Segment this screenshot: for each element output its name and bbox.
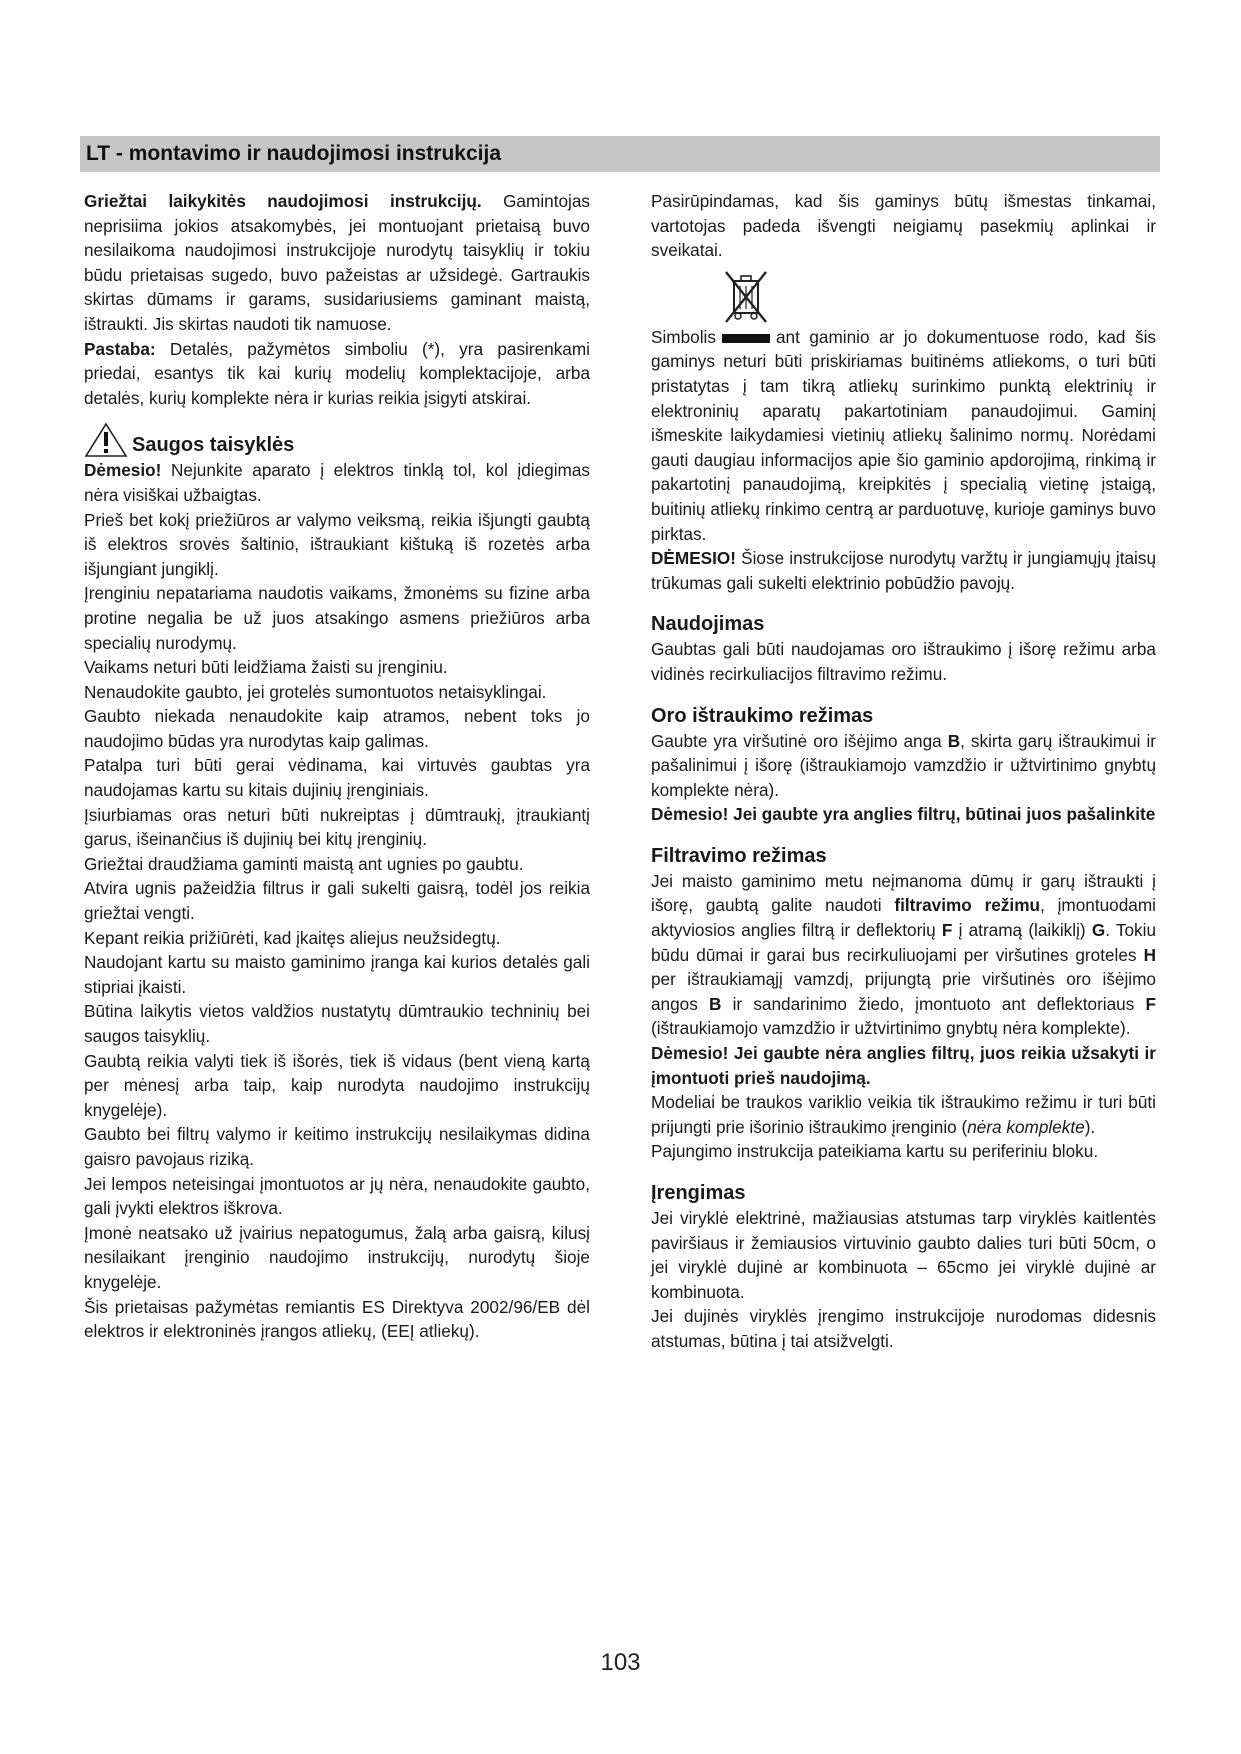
filtering-text: Jei maisto gaminimo metu neįmanoma dūmų ir garų ištraukti į išorę, gaubtą galite naudoti xyxy=(651,870,1156,916)
filtering-text: į atramą (laikiklį) xyxy=(952,920,1092,941)
weee-symbol xyxy=(723,269,1156,325)
installation-paragraph-2: Jei dujinės viryklės įrengimo instrukcijoje nurodomas didesnis atstumas, būtina į tai atsižvelgti. xyxy=(651,1306,1156,1351)
safety-item: Įmonė neatsako už įvairius nepatogumus, žalą arba gaisrą, kilusį nesilaikant įrenginio naudojimo instrukcijų, nurodytų šioje knygelėje. xyxy=(84,1222,590,1292)
filtering-paragraph-1 xyxy=(651,869,1156,1041)
label-f: F xyxy=(1145,993,1156,1014)
warning-text: Šiose instrukcijose nurodytų varžtų ir jungiamųjų įtaisų trūkumas gali sukelti elektrinio pobūdžio pavojų. xyxy=(651,548,1156,593)
safety-item: Gaubto niekada nenaudokite kaip atramos, nebent toks jo naudojimo būdas yra nurodytas kaip galimas. xyxy=(84,706,590,751)
safety-first-label: Dėmesio! xyxy=(84,460,162,481)
warning-paragraph xyxy=(651,546,1156,595)
safety-item: Kepant reikia prižiūrėti, kad įkaitęs aliejus neužsidegtų. xyxy=(84,927,501,948)
safety-item: Įrenginiu nepatariama naudotis vaikams, žmonėms su fizine arba protine negalia be už juos atsakingo asmens priežiūros arba specialių nurodymų. xyxy=(84,583,590,653)
page-number: 103 xyxy=(600,1649,641,1676)
filtering-paragraph-2 xyxy=(651,1090,1156,1139)
safety-item: Griežtai draudžiama gaminti maistą ant ugnies po gaubtu. xyxy=(84,853,524,874)
safety-item: Nenaudokite gaubto, jei grotelės sumontuotos netaisyklingai. xyxy=(84,681,547,702)
safety-item: Atvira ugnis pažeidžia filtrus ir gali sukelti gaisrą, todėl jos reikia griežtai vengti. xyxy=(84,878,590,924)
filtering-text: ). xyxy=(1084,1116,1096,1137)
extraction-title: Oro ištraukimo režimas xyxy=(651,704,874,727)
safety-item: Jei lempos neteisingai įmontuotos ar jų nėra, nenaudokite gaubto, gali įvykti elektros iškrova. xyxy=(84,1173,590,1219)
extraction-section xyxy=(651,703,1156,827)
note-label: Pastaba: xyxy=(84,338,156,359)
label-h: H xyxy=(1143,944,1156,965)
safety-item: Įsiurbiamas oras neturi būti nukreiptas į dūmtraukį, įtraukiantį garus, išeinančius iš dujinių bei kitų įrenginių. xyxy=(84,804,590,850)
extraction-text xyxy=(651,729,1156,803)
label-g: G xyxy=(1091,920,1106,941)
disposal-intro: Pasirūpindamas, kad šis gaminys būtų išmestas tinkamai, vartotojas padeda išvengti neigiamų pasekmių aplinkai ir sveikatai. xyxy=(651,191,1156,261)
label-b: B xyxy=(947,730,961,751)
usage-section xyxy=(651,611,1156,686)
safety-item: Patalpa turi būti gerai vėdinama, kai virtuvės gaubtas yra naudojamas kartu su kitais dujinių įrenginiais. xyxy=(84,755,590,801)
extraction-text-a: Gaubte yra viršutinė oro išėjimo anga xyxy=(651,730,948,751)
safety-heading xyxy=(84,422,590,458)
intro-paragraph xyxy=(84,189,590,337)
filtering-paragraph-3: Pajungimo instrukcija pateikiama kartu su periferiniu bloku. xyxy=(651,1141,1099,1162)
black-bar-symbol xyxy=(722,334,770,343)
safety-item: Būtina laikytis vietos valdžios nustatytų dūmtraukio techninių bei saugos taisyklių. xyxy=(84,1001,590,1046)
usage-text: Gaubtas gali būti naudojamas oro ištraukimo į išorę režimu arba vidinės recirkuliacijos filtravimo režimu. xyxy=(651,639,1156,684)
intro-lead: Griežtai laikykitės naudojimosi instrukcijų. xyxy=(84,191,482,211)
safety-first-text: Nejunkite aparato į elektros tinklą tol, kol įdiegimas nėra visiškai užbaigtas. xyxy=(84,460,590,505)
symbol-text: ant gaminio ar jo dokumentuose rodo, kad šis gaminys neturi būti priskiriamas buitinėms atliekoms, o turi būti pristatytas į tam tikrą atliekų surinkimo punktą elektrinių ir elektroninių aparatų pakartotiniam panaudojimui. Gaminį išmeskite laikydamiesi vietinių atliekų šalinimo normų. Norėdami gauti daugiau informacijos apie šio gaminio apdorojimą, rinkimą ir pakartotinį panaudojimą, kreipkitės į specialią vietinę įstaigą, buitinių atliekų rinkimo centrą ar parduotuvę, kurioje gaminys buvo pirktas. xyxy=(651,326,1156,544)
safety-first xyxy=(84,458,590,507)
filtering-text: . Tokiu būdu dūmai ir garai bus recirkuliuojami per viršutines groteles xyxy=(651,920,1156,965)
symbol-label: Simbolis xyxy=(651,326,716,347)
filtering-italic: nėra komplekte xyxy=(967,1116,1085,1137)
label-f: F xyxy=(941,920,953,941)
installation-title: Įrengimas xyxy=(651,1182,746,1204)
extraction-text-b: , skirta garų ištraukimui ir pašalinimui į išorę (ištraukiamojo vamzdžio ir užtvirtinimo gnybtų komplekte nėra). xyxy=(651,730,1156,800)
filtering-text: ir sandarinimo žiedo, įmontuoto ant deflektoriaus xyxy=(721,993,1146,1014)
extraction-warning: Dėmesio! Jei gaubte yra anglies filtrų, būtinai juos pašalinkite xyxy=(651,804,1156,825)
crossed-bin-icon xyxy=(723,269,769,325)
intro-text: Gamintojas neprisiima jokios atsakomybės, jei montuojant prietaisą buvo nesilaikoma naudojimosi instrukcijoje nurodytų taisyklių ir tokiu būdu prietaisas sugedo, buvo pažeistas ar užsidegė. Gartraukis skirtas dūmams ir garams, susidariusiems gaminant maistą, ištraukti. Jis skirtas naudoti tik namuose. xyxy=(84,191,590,334)
warning-label: DĖMESIO! xyxy=(651,548,736,569)
safety-item: Gaubto bei filtrų valymo ir keitimo instrukcijų nesilaikymas didina gaisro pavojaus riziką. xyxy=(84,1124,590,1169)
installation-paragraph-1: Jei viryklė elektrinė, mažiausias atstumas tarp viryklės kaitlentės paviršiaus ir žemiausios virtuvinio gaubto dalies turi būti 50cm, o jei viryklė dujinė ar kombinuota – 65cmo jei viryklė dujinė ar kombinuota. xyxy=(651,1208,1156,1302)
right-column xyxy=(651,189,1156,1354)
filtering-warning: Dėmesio! Jei gaubte nėra anglies filtrų, juos reikia užsakyti ir įmontuoti prieš naudojimą. xyxy=(651,1043,1156,1088)
label-b: B xyxy=(709,993,722,1014)
filtering-title: Filtravimo režimas xyxy=(651,844,827,867)
usage-title: Naudojimas xyxy=(651,613,765,636)
safety-title: Saugos taisyklės xyxy=(132,434,295,457)
safety-item: Prieš bet kokį priežiūros ar valymo veiksmą, reikia išjungti gaubtą iš elektros srovės šaltinio, ištraukiant kištuką iš rozetės arba išjungiant jungiklį. xyxy=(84,509,590,579)
installation-section xyxy=(651,1180,1156,1354)
safety-item: Naudojant kartu su maisto gaminimo įranga kai kurios detalės gali stipriai įkaisti. xyxy=(84,952,590,997)
section-header xyxy=(80,136,1160,172)
symbol-paragraph xyxy=(651,325,1156,546)
note-text: Detalės, pažymėtos simboliu (*), yra pasirenkami priedai, esantys tik kai kurių modelių komplektacijoje, arba detalės, kurių komplekte nėra ir kurias reikia įsigyti atskirai. xyxy=(84,338,590,408)
section-title: LT - montavimo ir naudojimosi instrukcija xyxy=(86,142,501,165)
safety-item: Šis prietaisas pažymėtas remiantis ES Direktyva 2002/96/EB dėl elektros ir elektroninės įrangos atliekų, (EEĮ atliekų). xyxy=(84,1296,590,1342)
filtering-text: , įmontuodami aktyviosios anglies filtrą ir deflektorių xyxy=(651,895,1156,941)
warning-triangle-icon xyxy=(84,422,128,458)
filtering-mode-bold: filtravimo režimu xyxy=(894,895,1040,916)
note-paragraph xyxy=(84,337,590,411)
safety-item: Gaubtą reikia valyti tiek iš išorės, tiek iš vidaus (bent vieną kartą per mėnesį arba taip, kaip nurodyta naudojimo instrukcijų knygelėje). xyxy=(84,1050,590,1120)
left-column xyxy=(84,189,590,1344)
filtering-section xyxy=(651,843,1156,1164)
filtering-text: Modeliai be traukos variklio veikia tik ištraukimo režimu ir turi būti prijungti prie išorinio ištraukimo įrenginio ( xyxy=(651,1092,1156,1137)
filtering-text: per ištraukiamąjį vamzdį, prijungtą prie viršutinės oro išėjimo angos xyxy=(651,969,1156,1014)
filtering-text: (ištraukiamojo vamzdžio ir užtvirtinimo gnybtų nėra komplekte). xyxy=(651,1018,1131,1039)
safety-item: Vaikams neturi būti leidžiama žaisti su įrenginiu. xyxy=(84,657,448,678)
